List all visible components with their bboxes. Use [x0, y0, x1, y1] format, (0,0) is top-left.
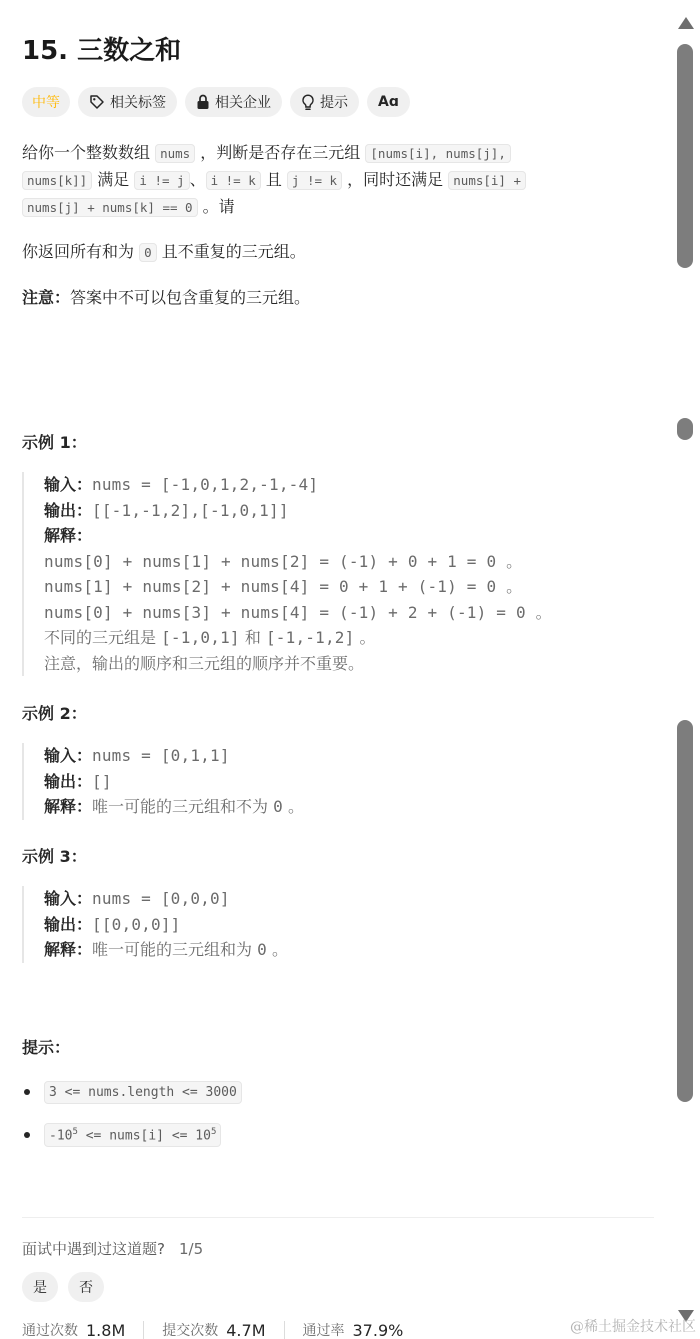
- difficulty-label: 中等: [32, 95, 60, 111]
- hint-button[interactable]: [290, 87, 359, 117]
- bullet-icon: [24, 1089, 30, 1095]
- no-button[interactable]: 否: [68, 1272, 104, 1302]
- difficulty-badge: [22, 87, 70, 117]
- related-tags-label: 相关标签: [110, 95, 166, 111]
- lightbulb-icon: [301, 94, 315, 111]
- submission-stats: [22, 1320, 403, 1339]
- scrollbar-thumb[interactable]: [677, 720, 693, 1102]
- hint-label: 提示: [320, 95, 348, 111]
- watermark: @稀土掘金技术社区: [570, 1319, 696, 1335]
- tag-bar: [22, 87, 410, 117]
- example-3-block: 输入：nums = [0,0,0] 输出：[[0,0,0]] 解释：唯一可能的三元组和为 0 。: [22, 886, 288, 963]
- problem-note: 注意：答案中不可以包含重复的三元组。: [22, 288, 311, 307]
- acceptance-rate-label: 通过率: [302, 1323, 345, 1339]
- accepted-count-label: 通过次数: [22, 1323, 78, 1339]
- scrollbar[interactable]: [676, 0, 698, 1339]
- example-1-block: 输入：nums = [-1,0,1,2,-1,-4] 输出：[[-1,-1,2],[-1,0,1]] 解释： nums[0] + nums[1] + nums[2] = (-1) + 0 + 1 = 0 。 nums[1] + nums[2] + nums[4] = 0 + 1 + (-1) = 0 。 nums[0] + nums[3] + nums[4] = (-1) + 2 + (-1) = 0 。 不同的三元组是 [-1,0,1] 和 [-1,-1,2] 。 注意，输出的顺序和三元组的顺序并不重要。: [22, 472, 552, 676]
- divider: [284, 1321, 285, 1339]
- bullet-icon: [24, 1132, 30, 1138]
- example-2-title: 示例 2：: [22, 704, 87, 723]
- list-item: 3 <= nums.length <= 3000: [22, 1078, 242, 1106]
- problem-statement-2: 你返回所有和为 0 且不重复的三元组。: [22, 242, 306, 261]
- interview-answer-group: [22, 1272, 104, 1302]
- yes-button[interactable]: 是: [22, 1272, 58, 1302]
- acceptance-rate-value: 37.9%: [352, 1320, 404, 1339]
- problem-title: 15. 三数之和: [22, 36, 182, 66]
- scrollbar-thumb[interactable]: [677, 44, 693, 268]
- translate-button[interactable]: [367, 87, 410, 117]
- lock-icon: [196, 94, 210, 110]
- list-item: $-10^5$ <= nums[i] <= $10^5$: [22, 1121, 242, 1149]
- interview-question: 面试中遇到过这道题? 1/5: [22, 1240, 204, 1258]
- accepted-count-value: 1.8M: [86, 1320, 126, 1339]
- divider: [22, 1217, 654, 1218]
- interview-progress: 1/5: [178, 1240, 204, 1258]
- related-tags-button[interactable]: [78, 87, 177, 117]
- problem-statement: 给你一个整数数组 nums ，判断是否存在三元组 [nums[i], nums[j], nums[k]] 满足 i != j 、 i != k 且 j != k ，同时还满足 nums[i] + nums[j] + nums[k] == 0 。请: [22, 140, 642, 221]
- example-2-block: 输入：nums = [0,1,1] 输出：[] 解释：唯一可能的三元组和不为 0 。: [22, 743, 304, 820]
- related-companies-label: 相关企业: [215, 95, 271, 111]
- translate-icon: Aɑ: [378, 94, 399, 110]
- divider: [143, 1321, 144, 1339]
- scrollbar-thumb[interactable]: [677, 418, 693, 440]
- scroll-up-arrow-icon[interactable]: [678, 17, 694, 29]
- related-companies-button[interactable]: [185, 87, 282, 117]
- example-3-title: 示例 3：: [22, 847, 87, 866]
- submission-count-value: 4.7M: [226, 1320, 266, 1339]
- tag-icon: [89, 94, 105, 110]
- constraints-list: [22, 1078, 242, 1164]
- constraints-title: 提示：: [22, 1038, 71, 1057]
- example-1-title: 示例 1：: [22, 433, 87, 452]
- submission-count-label: 提交次数: [162, 1323, 219, 1339]
